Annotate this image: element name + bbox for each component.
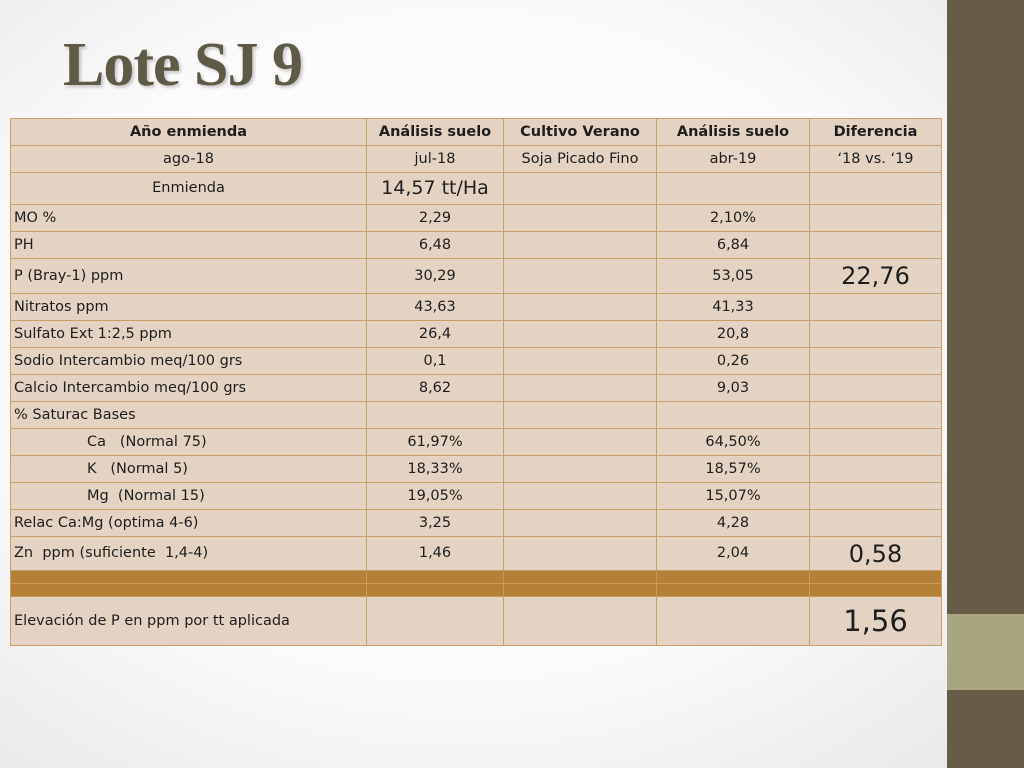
date-row xyxy=(11,146,942,173)
table-row xyxy=(11,483,942,510)
row-label: Relac Ca:Mg (optima 4-6) xyxy=(11,510,367,537)
enmienda-value: 14,57 tt/Ha xyxy=(367,173,504,205)
empty-cell xyxy=(504,483,657,510)
row-label: MO % xyxy=(11,205,367,232)
empty-cell xyxy=(504,348,657,375)
elevacion-label: Elevación de P en ppm por tt aplicada xyxy=(11,597,367,646)
header-row xyxy=(11,119,942,146)
empty-cell xyxy=(810,429,942,456)
empty-cell xyxy=(367,597,504,646)
enmienda-label: Enmienda xyxy=(11,173,367,205)
value-jul18: 43,63 xyxy=(367,294,504,321)
value-jul18: 8,62 xyxy=(367,375,504,402)
value-abr19: 64,50% xyxy=(657,429,810,456)
value-jul18: 26,4 xyxy=(367,321,504,348)
row-label: Sulfato Ext 1:2,5 ppm xyxy=(11,321,367,348)
value-jul18: 6,48 xyxy=(367,232,504,259)
separator-cell xyxy=(367,584,504,597)
empty-cell xyxy=(504,402,657,429)
empty-cell xyxy=(810,348,942,375)
separator-cell xyxy=(367,571,504,584)
value-jul18: 30,29 xyxy=(367,259,504,294)
row-label: PH xyxy=(11,232,367,259)
table-row xyxy=(11,429,942,456)
row-label: Calcio Intercambio meq/100 grs xyxy=(11,375,367,402)
empty-cell xyxy=(657,173,810,205)
separator-cell xyxy=(810,571,942,584)
separator-cell xyxy=(504,584,657,597)
value-abr19: 20,8 xyxy=(657,321,810,348)
value-jul18: 61,97% xyxy=(367,429,504,456)
row-label: Sodio Intercambio meq/100 grs xyxy=(11,348,367,375)
empty-cell xyxy=(810,483,942,510)
empty-cell xyxy=(810,375,942,402)
empty-cell xyxy=(504,510,657,537)
row-label: Mg (Normal 15) xyxy=(11,483,367,510)
empty-cell xyxy=(504,232,657,259)
row-label: P (Bray-1) ppm xyxy=(11,259,367,294)
date-cell: ago-18 xyxy=(11,146,367,173)
empty-cell xyxy=(657,597,810,646)
empty-cell xyxy=(504,294,657,321)
table-row xyxy=(11,537,942,571)
header-cell: Diferencia xyxy=(810,119,942,146)
separator-cell xyxy=(504,571,657,584)
slide-title: Lote SJ 9 xyxy=(63,31,302,99)
date-cell: abr-19 xyxy=(657,146,810,173)
separator-row xyxy=(11,584,942,597)
header-cell: Análisis suelo xyxy=(657,119,810,146)
value-abr19: 0,26 xyxy=(657,348,810,375)
date-cell: ‘18 vs. ‘19 xyxy=(810,146,942,173)
soil-analysis-table xyxy=(10,118,942,646)
table-row xyxy=(11,232,942,259)
value-abr19: 4,28 xyxy=(657,510,810,537)
empty-cell xyxy=(504,173,657,205)
value-abr19: 18,57% xyxy=(657,456,810,483)
empty-cell xyxy=(504,205,657,232)
separator-cell xyxy=(657,571,810,584)
value-abr19: 2,10% xyxy=(657,205,810,232)
elevacion-value: 1,56 xyxy=(810,597,942,646)
table-row xyxy=(11,402,942,429)
difference-value: 22,76 xyxy=(810,259,942,294)
header-cell: Cultivo Verano xyxy=(504,119,657,146)
empty-cell xyxy=(810,232,942,259)
empty-cell xyxy=(810,205,942,232)
separator-row xyxy=(11,571,942,584)
value-jul18: 3,25 xyxy=(367,510,504,537)
empty-cell xyxy=(810,456,942,483)
empty-cell xyxy=(657,402,810,429)
date-cell: jul-18 xyxy=(367,146,504,173)
table-row xyxy=(11,375,942,402)
table-row xyxy=(11,456,942,483)
empty-cell xyxy=(810,294,942,321)
row-label: Nitratos ppm xyxy=(11,294,367,321)
value-jul18: 18,33% xyxy=(367,456,504,483)
value-abr19: 9,03 xyxy=(657,375,810,402)
separator-cell xyxy=(657,584,810,597)
table-row xyxy=(11,259,942,294)
value-jul18: 19,05% xyxy=(367,483,504,510)
empty-cell xyxy=(504,375,657,402)
table-row xyxy=(11,348,942,375)
value-jul18: 1,46 xyxy=(367,537,504,571)
table-row xyxy=(11,205,942,232)
header-cell: Análisis suelo xyxy=(367,119,504,146)
row-label: K (Normal 5) xyxy=(11,456,367,483)
row-label: % Saturac Bases xyxy=(11,402,367,429)
empty-cell xyxy=(367,402,504,429)
empty-cell xyxy=(504,537,657,571)
value-abr19: 15,07% xyxy=(657,483,810,510)
row-label: Ca (Normal 75) xyxy=(11,429,367,456)
value-jul18: 2,29 xyxy=(367,205,504,232)
date-cell: Soja Picado Fino xyxy=(504,146,657,173)
enmienda-row xyxy=(11,173,942,205)
empty-cell xyxy=(810,321,942,348)
empty-cell xyxy=(810,510,942,537)
value-abr19: 41,33 xyxy=(657,294,810,321)
table-row xyxy=(11,510,942,537)
side-decoration-accent xyxy=(947,614,1024,690)
empty-cell xyxy=(504,597,657,646)
table-row xyxy=(11,294,942,321)
value-abr19: 2,04 xyxy=(657,537,810,571)
empty-cell xyxy=(504,429,657,456)
value-jul18: 0,1 xyxy=(367,348,504,375)
empty-cell xyxy=(504,321,657,348)
separator-cell xyxy=(810,584,942,597)
row-label: Zn ppm (suficiente 1,4-4) xyxy=(11,537,367,571)
empty-cell xyxy=(810,173,942,205)
elevacion-row xyxy=(11,597,942,646)
value-abr19: 6,84 xyxy=(657,232,810,259)
table-row xyxy=(11,321,942,348)
empty-cell xyxy=(504,456,657,483)
separator-cell xyxy=(11,584,367,597)
empty-cell xyxy=(810,402,942,429)
value-abr19: 53,05 xyxy=(657,259,810,294)
header-cell: Año enmienda xyxy=(11,119,367,146)
empty-cell xyxy=(504,259,657,294)
separator-cell xyxy=(11,571,367,584)
difference-value: 0,58 xyxy=(810,537,942,571)
